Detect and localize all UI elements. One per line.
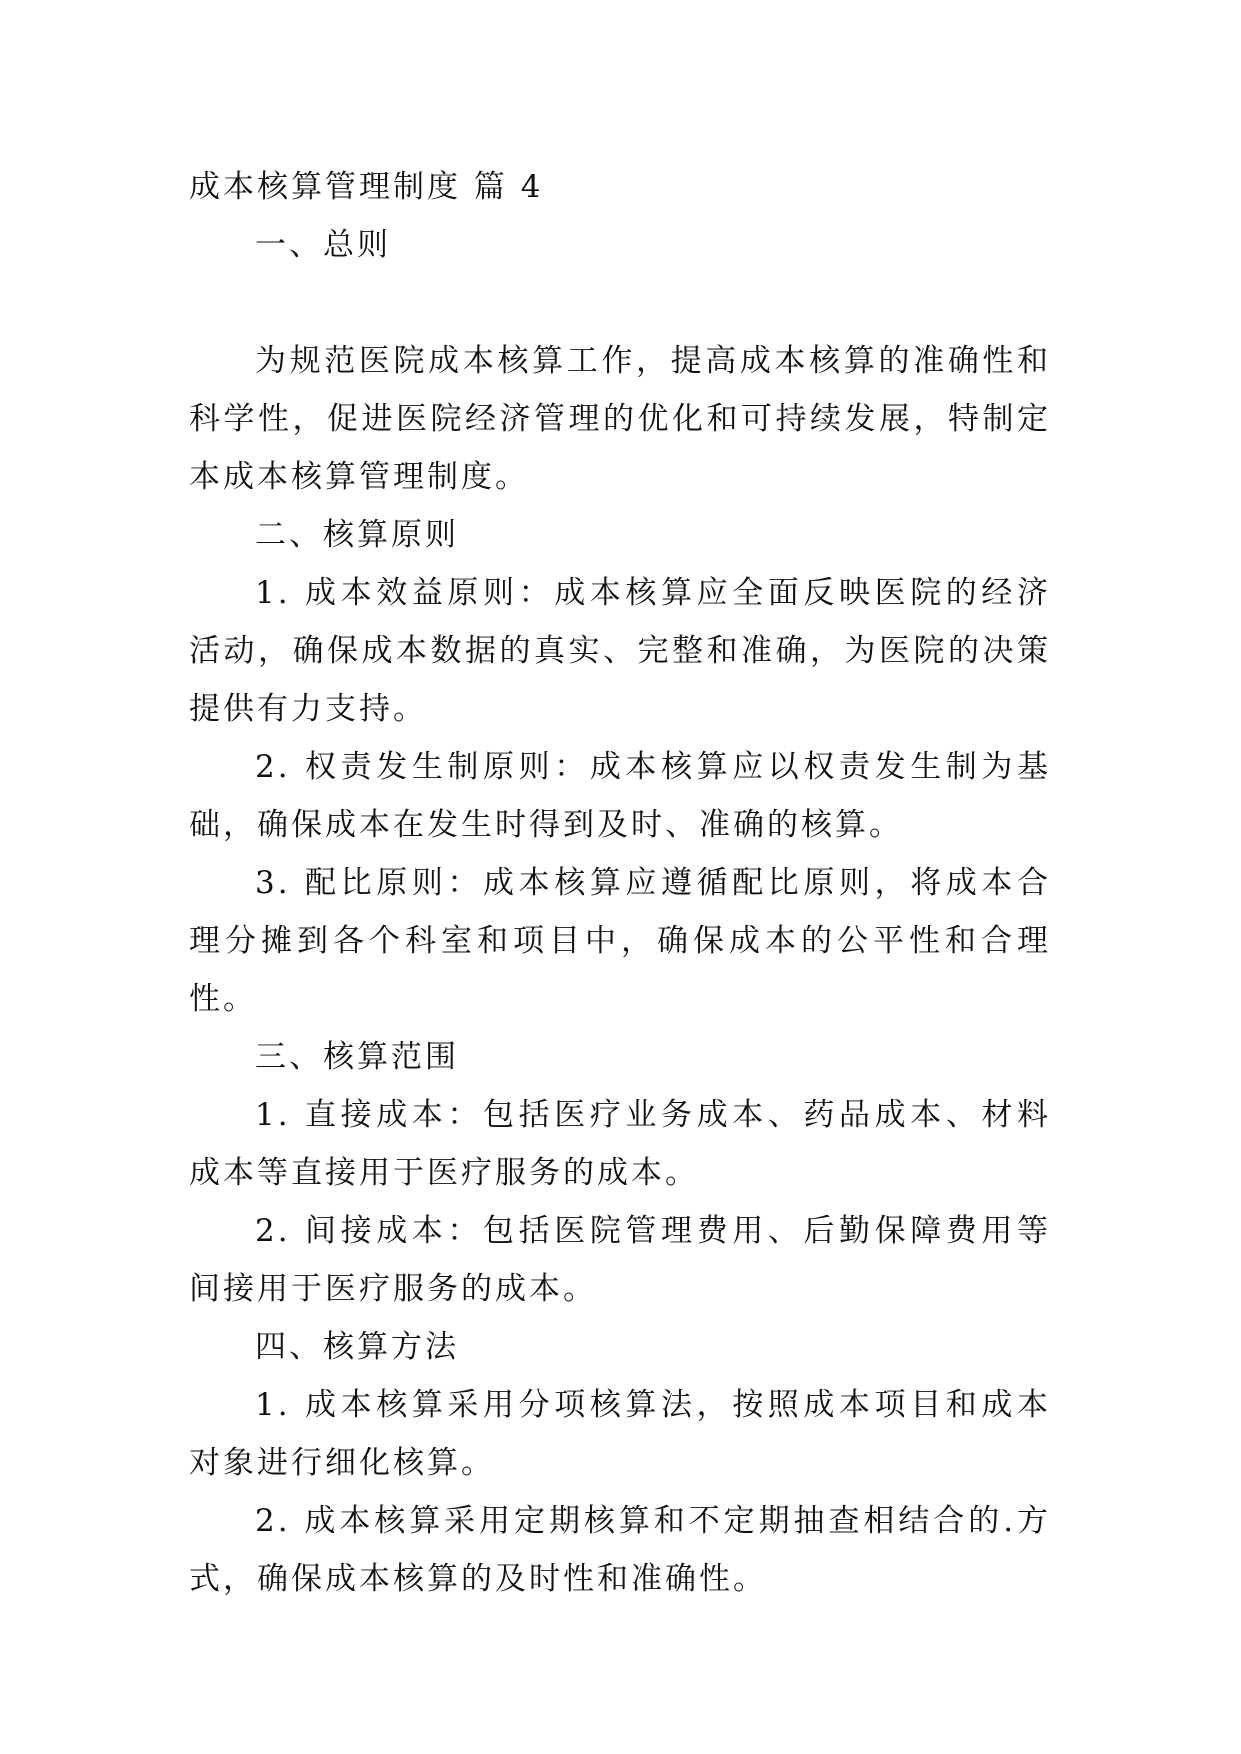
paragraph: 2. 权责发生制原则：成本核算应以权责发生制为基础，确保成本在发生时得到及时、准确的核算。 bbox=[189, 749, 1051, 843]
paragraph: 为规范医院成本核算工作，提高成本核算的准确性和科学性，促进医院经济管理的优化和可持续发展，特制定本成本核算管理制度。 bbox=[189, 343, 1051, 495]
paragraph: 1. 成本核算采用分项核算法，按照成本项目和成本对象进行细化核算。 bbox=[189, 1387, 1051, 1481]
section-heading-principles: 二、核算原则 bbox=[255, 517, 459, 553]
paragraph: 1. 成本效益原则：成本核算应全面反映医院的经济活动，确保成本数据的真实、完整和准确，为医院的决策提供有力支持。 bbox=[189, 575, 1051, 727]
paragraph: 2. 成本核算采用定期核算和不定期抽查相结合的.方式，确保成本核算的及时性和准确性。 bbox=[189, 1503, 1051, 1597]
section-heading-scope: 三、核算范围 bbox=[255, 1039, 459, 1075]
section-heading-methods: 四、核算方法 bbox=[255, 1329, 459, 1365]
document-title: 成本核算管理制度 篇 4 bbox=[189, 169, 544, 205]
paragraph: 3. 配比原则：成本核算应遵循配比原则，将成本合理分摊到各个科室和项目中，确保成本的公平性和合理性。 bbox=[189, 865, 1051, 1017]
blank-line bbox=[189, 274, 1051, 332]
paragraph: 1. 直接成本：包括医疗业务成本、药品成本、材料成本等直接用于医疗服务的成本。 bbox=[189, 1097, 1051, 1191]
document-body bbox=[189, 158, 1051, 1608]
section-heading-general: 一、总则 bbox=[255, 227, 391, 263]
paragraph: 2. 间接成本：包括医院管理费用、后勤保障费用等间接用于医疗服务的成本。 bbox=[189, 1213, 1051, 1307]
